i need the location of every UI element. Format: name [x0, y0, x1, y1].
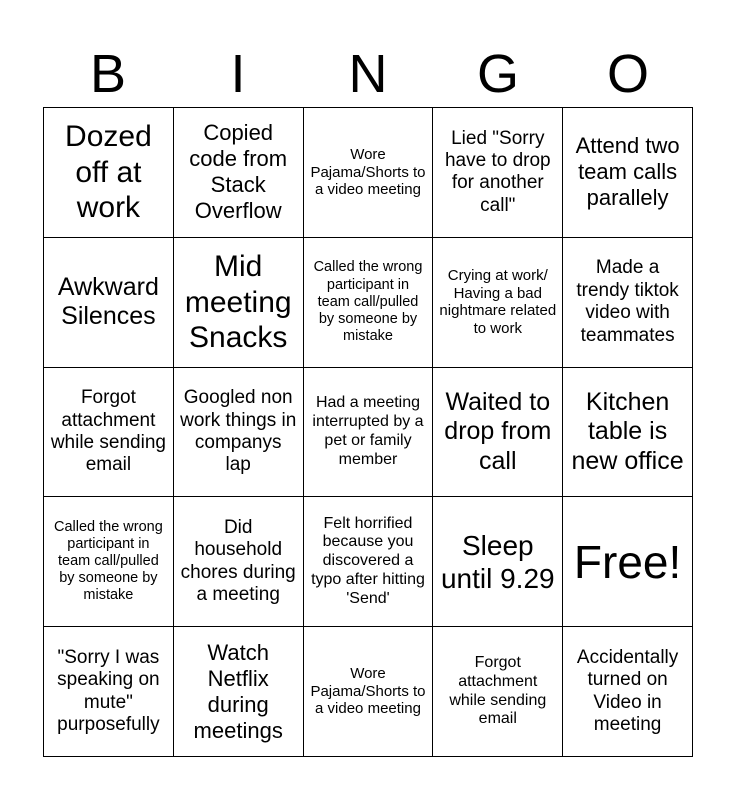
- bingo-cell[interactable]: Accidentally turned on Video in meeting: [563, 627, 693, 757]
- bingo-cell[interactable]: Wore Pajama/Shorts to a video meeting: [304, 627, 434, 757]
- bingo-cell[interactable]: Watch Netflix during meetings: [174, 627, 304, 757]
- bingo-cell[interactable]: Kitchen table is new office: [563, 368, 693, 498]
- bingo-cell[interactable]: Did household chores during a meeting: [174, 497, 304, 627]
- bingo-cell[interactable]: Crying at work/ Having a bad nightmare related to work: [433, 238, 563, 368]
- bingo-cell[interactable]: Called the wrong participant in team call/pulled by someone by mistake: [304, 238, 434, 368]
- bingo-cell[interactable]: Sleep until 9.29: [433, 497, 563, 627]
- bingo-cell[interactable]: Forgot attachment while sending email: [433, 627, 563, 757]
- bingo-cell[interactable]: Waited to drop from call: [433, 368, 563, 498]
- bingo-cell[interactable]: Mid meeting Snacks: [174, 238, 304, 368]
- header-letter-n: N: [348, 44, 388, 104]
- bingo-cell[interactable]: Googled non work things in companys lap: [174, 368, 304, 498]
- header-letter-b: B: [89, 44, 127, 104]
- bingo-cell[interactable]: Awkward Silences: [44, 238, 174, 368]
- bingo-grid: [43, 107, 693, 757]
- header-letter-g: G: [476, 44, 519, 104]
- bingo-cell[interactable]: Attend two team calls parallely: [563, 108, 693, 238]
- bingo-cell[interactable]: Lied "Sorry have to drop for another call": [433, 108, 563, 238]
- free-space-cell[interactable]: Free!: [563, 497, 693, 627]
- bingo-cell[interactable]: Forgot attachment while sending email: [44, 368, 174, 498]
- bingo-header: [43, 42, 693, 106]
- bingo-cell[interactable]: "Sorry I was speaking on mute" purposefully: [44, 627, 174, 757]
- header-letter-o: O: [606, 44, 649, 104]
- bingo-cell[interactable]: Called the wrong participant in team call/pulled by someone by mistake: [44, 497, 174, 627]
- header-letter-i: I: [230, 44, 246, 104]
- bingo-cell[interactable]: Dozed off at work: [44, 108, 174, 238]
- bingo-cell[interactable]: Made a trendy tiktok video with teammates: [563, 238, 693, 368]
- bingo-cell[interactable]: Wore Pajama/Shorts to a video meeting: [304, 108, 434, 238]
- bingo-cell[interactable]: Had a meeting interrupted by a pet or family member: [304, 368, 434, 498]
- bingo-cell[interactable]: Felt horrified because you discovered a typo after hitting 'Send': [304, 497, 434, 627]
- bingo-cell[interactable]: Copied code from Stack Overflow: [174, 108, 304, 238]
